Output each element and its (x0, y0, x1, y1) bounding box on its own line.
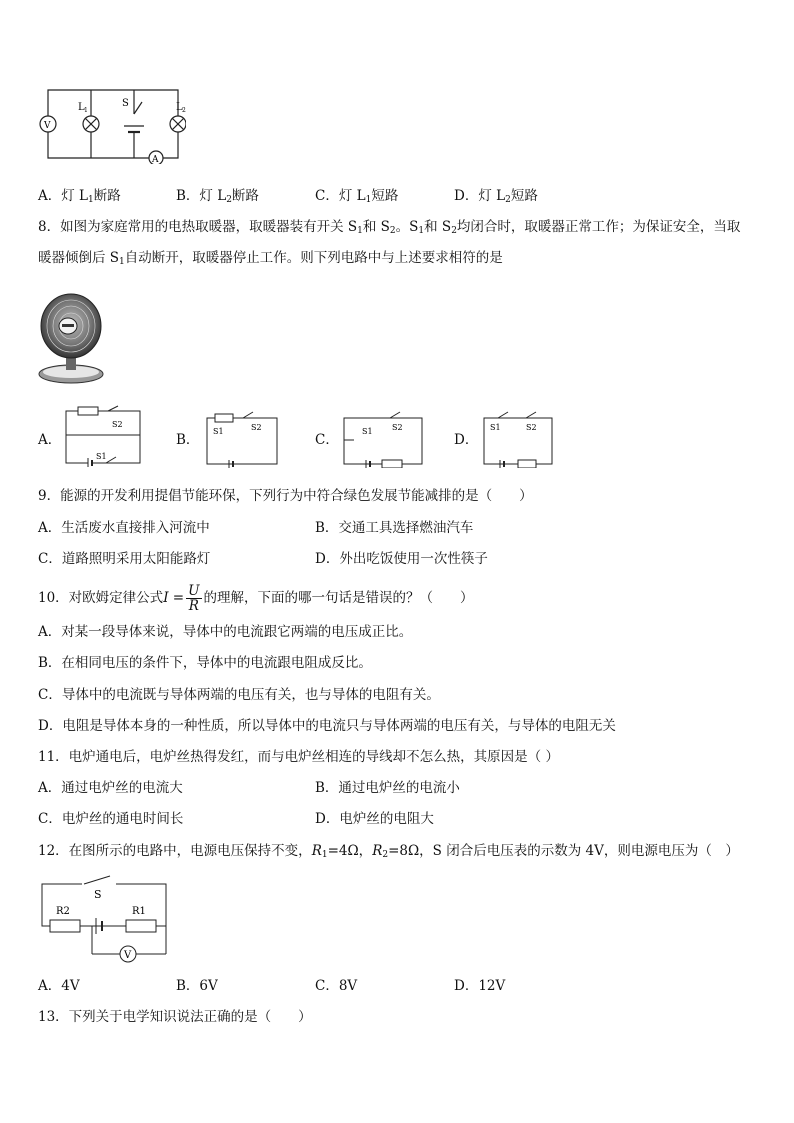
heater-photo (36, 286, 106, 386)
q12-switch-label: S (94, 888, 102, 901)
q8-circuit-d (480, 410, 556, 468)
q8-a-s2: S2 (112, 420, 123, 429)
q8-circuit-c (340, 410, 426, 468)
q12-option-a: A．4V (38, 978, 80, 994)
q12-r1-label: R1 (132, 906, 146, 917)
q10-stem: 10．对欧姆定律公式I = $\frac{U}{R}$ 的理解，下面的哪一句话是错误的？（ ） (38, 583, 474, 614)
q11-option-a: A．通过电炉丝的电流大 (38, 780, 183, 796)
q8-option-d-label: D． (454, 432, 479, 448)
q10-formula-fraction: $\frac{U}{R}$ (188, 583, 200, 614)
q8-c-s2: S2 (392, 423, 403, 432)
q7-circuit-diagram (36, 84, 186, 164)
q11-option-d: D．电炉丝的电阻大 (315, 811, 434, 827)
q8-stem-line1: 8．如图为家庭常用的电热取暖器，取暖器装有开关 $S_1$和 $S_2$。$S_1$和 $S_2$均闭合时，取暖器正常工作；为保证安全，当取 (38, 219, 741, 236)
q8-stem-line2: 暖器倾倒后 $S_1$自动断开，取暖器停止工作。则下列电路中与上述要求相符的是 (38, 250, 503, 267)
q7-option-a: A．灯 $L_1$断路 (38, 188, 121, 205)
q8-circuit-b (203, 410, 281, 468)
q9-option-c: C．道路照明采用太阳能路灯 (38, 551, 211, 567)
q8-c-s1: S1 (362, 427, 373, 436)
q10-option-a: A．对某一段导体来说，导体中的电流跟它两端的电压成正比。 (38, 624, 413, 640)
q12-voltmeter-label: V (124, 950, 132, 961)
q8-option-a-label: A． (38, 432, 62, 448)
q11-option-b: B．通过电炉丝的电流小 (315, 780, 460, 796)
q7-l1-sub: 1 (84, 107, 88, 114)
q8-b-s1: S1 (213, 427, 224, 436)
q8-d-s1: S1 (490, 423, 501, 432)
q9-option-d: D．外出吃饭使用一次性筷子 (315, 551, 488, 567)
q12-option-c: C．8V (315, 978, 358, 994)
q7-l2-sub: 2 (182, 107, 186, 114)
q13-stem: 13．下列关于电学知识说法正确的是（ ） (38, 1009, 312, 1025)
q10-option-c: C．导体中的电流既与导体两端的电压有关，也与导体的电阻有关。 (38, 687, 440, 703)
q8-b-s2: S2 (251, 423, 262, 432)
q7-l2-label: L (176, 102, 183, 113)
q9-stem: 9．能源的开发利用提倡节能环保，下列行为中符合绿色发展节能减排的是（ ） (38, 488, 533, 504)
q12-r2-label: R2 (56, 906, 70, 917)
q7-voltmeter-label: V (44, 121, 51, 131)
q7-option-b: B．灯 $L_2$断路 (176, 188, 259, 205)
q10-option-b: B．在相同电压的条件下，导体中的电流跟电阻成反比。 (38, 655, 372, 671)
q11-option-c: C．电炉丝的通电时间长 (38, 811, 184, 827)
q8-d-s2: S2 (526, 423, 537, 432)
q12-option-b: B．6V (176, 978, 218, 994)
q7-option-d: D．灯 $L_2$短路 (454, 188, 538, 205)
q10-option-d: D．电阻是导体本身的一种性质，所以导体中的电流只与导体两端的电压有关，与导体的电阻无关 (38, 718, 616, 734)
q8-a-s1: S1 (96, 452, 107, 461)
q9-option-a: A．生活废水直接排入河流中 (38, 520, 210, 536)
q12-option-d: D．12V (454, 978, 506, 994)
q11-stem: 11．电炉通电后，电炉丝热得发红，而与电炉丝相连的导线却不怎么热，其原因是（ ） (38, 749, 559, 765)
q7-option-c: C．灯 $L_1$短路 (315, 188, 399, 205)
q7-l1-label: L (78, 102, 85, 113)
q9-option-b: B．交通工具选择燃油汽车 (315, 520, 474, 536)
q7-s-label: S (122, 98, 129, 109)
q8-option-c-label: C． (315, 432, 339, 448)
q8-circuit-a (62, 405, 144, 467)
q12-stem: 12．在图所示的电路中，电源电压保持不变，$R_1=4\Omega$，$R_2=8\Omega$，S 闭合后电压表的示数为 4V，则电源电压为（ ） (38, 843, 739, 860)
q7-ammeter-label: A (152, 155, 159, 164)
q8-option-b-label: B． (176, 432, 200, 448)
q12-circuit-diagram (36, 874, 170, 968)
